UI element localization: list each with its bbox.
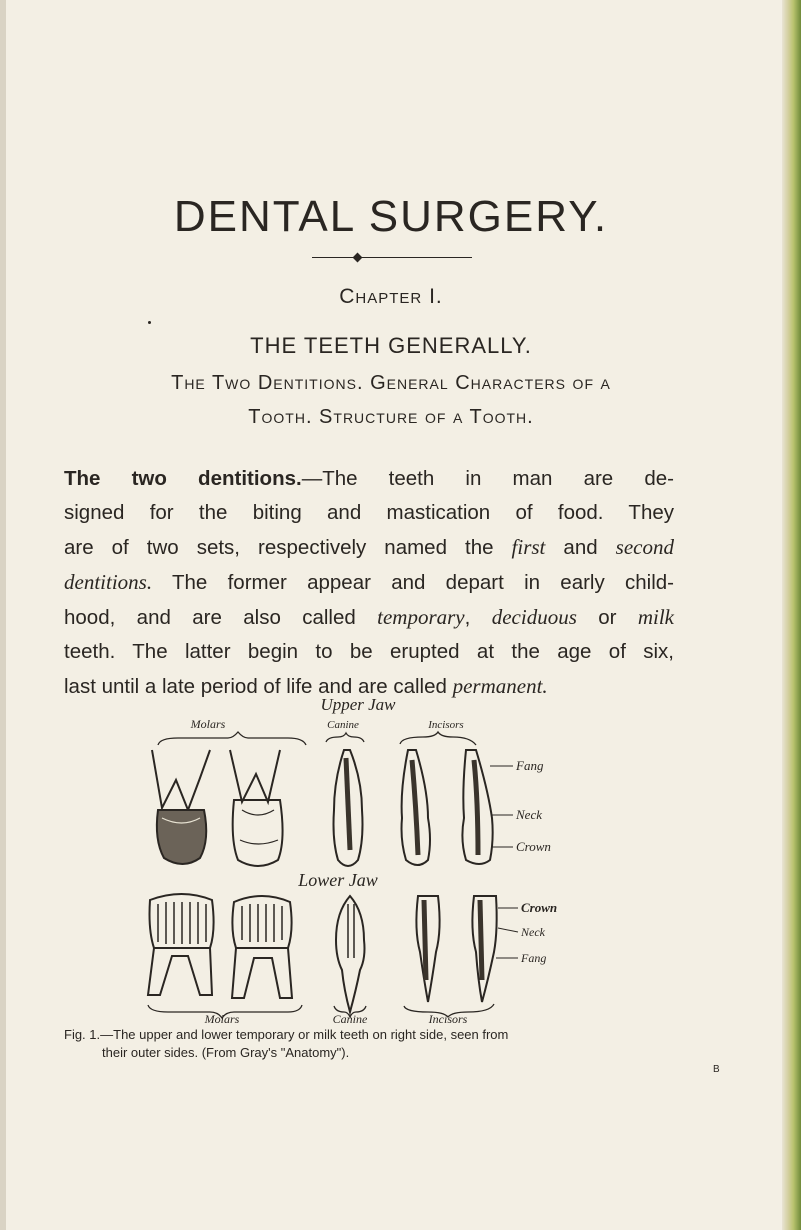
teeth-figure: [138, 690, 658, 1020]
paragraph-line: teeth. The latter begin to be erupted at the age of six,: [64, 640, 674, 663]
chapter-subheading-line-2: Tooth. Structure of a Tooth.: [248, 406, 534, 428]
upper-canine-label: Canine: [327, 719, 359, 731]
upper-molars-brace: [158, 732, 306, 745]
paragraph-line: signed for the biting and mastication of food. They: [64, 501, 674, 524]
upper-canine-tooth: [334, 750, 363, 866]
lower-molars-label: Molars: [204, 1012, 240, 1026]
lower-neck-label: Neck: [521, 925, 545, 939]
upper-jaw-label: Upper Jaw: [320, 695, 396, 714]
paragraph-line: last until a late period of life and are called permanent.: [64, 674, 548, 698]
figure-caption: [64, 1026, 764, 1062]
upper-fang-label: Fang: [516, 758, 544, 773]
lower-molar-tooth-2: [232, 896, 292, 998]
caption-line-2: their outer sides. (From Gray's "Anatomy").: [102, 1045, 350, 1060]
paragraph-line: dentitions. The former appear and depart in early child-: [64, 570, 674, 594]
chapter-label: Chapter I.: [339, 285, 443, 308]
chapter-heading: THE TEETH GENERALLY.: [250, 333, 532, 358]
lower-incisor-tooth-1: [416, 896, 439, 1002]
lower-incisors-label: Incisors: [428, 1012, 468, 1026]
paragraph-line: hood, and are also called temporary, deciduous or milk: [64, 605, 674, 629]
lower-molar-tooth-1: [148, 894, 214, 995]
title-divider: [312, 257, 472, 258]
lower-jaw-label: Lower Jaw: [298, 870, 378, 890]
lower-canine-label: Canine: [332, 1012, 368, 1026]
signature-mark: B: [713, 1064, 720, 1075]
upper-incisors-label: Incisors: [428, 719, 464, 731]
lower-crown-label: Crown: [521, 900, 558, 915]
upper-incisor-tooth-2: [462, 750, 492, 864]
lower-incisor-tooth-2: [472, 896, 496, 1002]
lower-neck-leader: [498, 928, 518, 932]
book-binding-edge: [782, 0, 801, 1230]
chapter-subheading-line-1: The Two Dentitions. General Characters of a: [171, 372, 611, 394]
paragraph-line: The two dentitions.—The teeth in man are de-: [64, 467, 674, 490]
lower-canine-tooth: [336, 896, 365, 1012]
section-run-in-heading: The two dentitions.: [64, 467, 302, 490]
upper-molars-label: Molars: [190, 717, 226, 731]
body-paragraph: [64, 462, 674, 704]
divider-ornament: [353, 253, 363, 263]
upper-molar-tooth-2: [230, 750, 283, 866]
page-left-edge: [0, 0, 6, 1230]
lower-fang-label: Fang: [521, 951, 547, 965]
print-speck: [148, 321, 151, 324]
upper-incisor-tooth-1: [402, 750, 431, 865]
upper-incisors-brace: [400, 732, 476, 745]
upper-molar-tooth-1: [152, 750, 210, 864]
upper-crown-label: Crown: [516, 839, 551, 854]
page-title: DENTAL SURGERY.: [173, 192, 609, 241]
paragraph-line: are of two sets, respectively named the first and second: [64, 535, 674, 559]
caption-line-1: Fig. 1.—The upper and lower temporary or milk teeth on right side, seen from: [64, 1027, 509, 1042]
upper-canine-brace: [326, 733, 364, 742]
upper-neck-label: Neck: [516, 807, 542, 822]
